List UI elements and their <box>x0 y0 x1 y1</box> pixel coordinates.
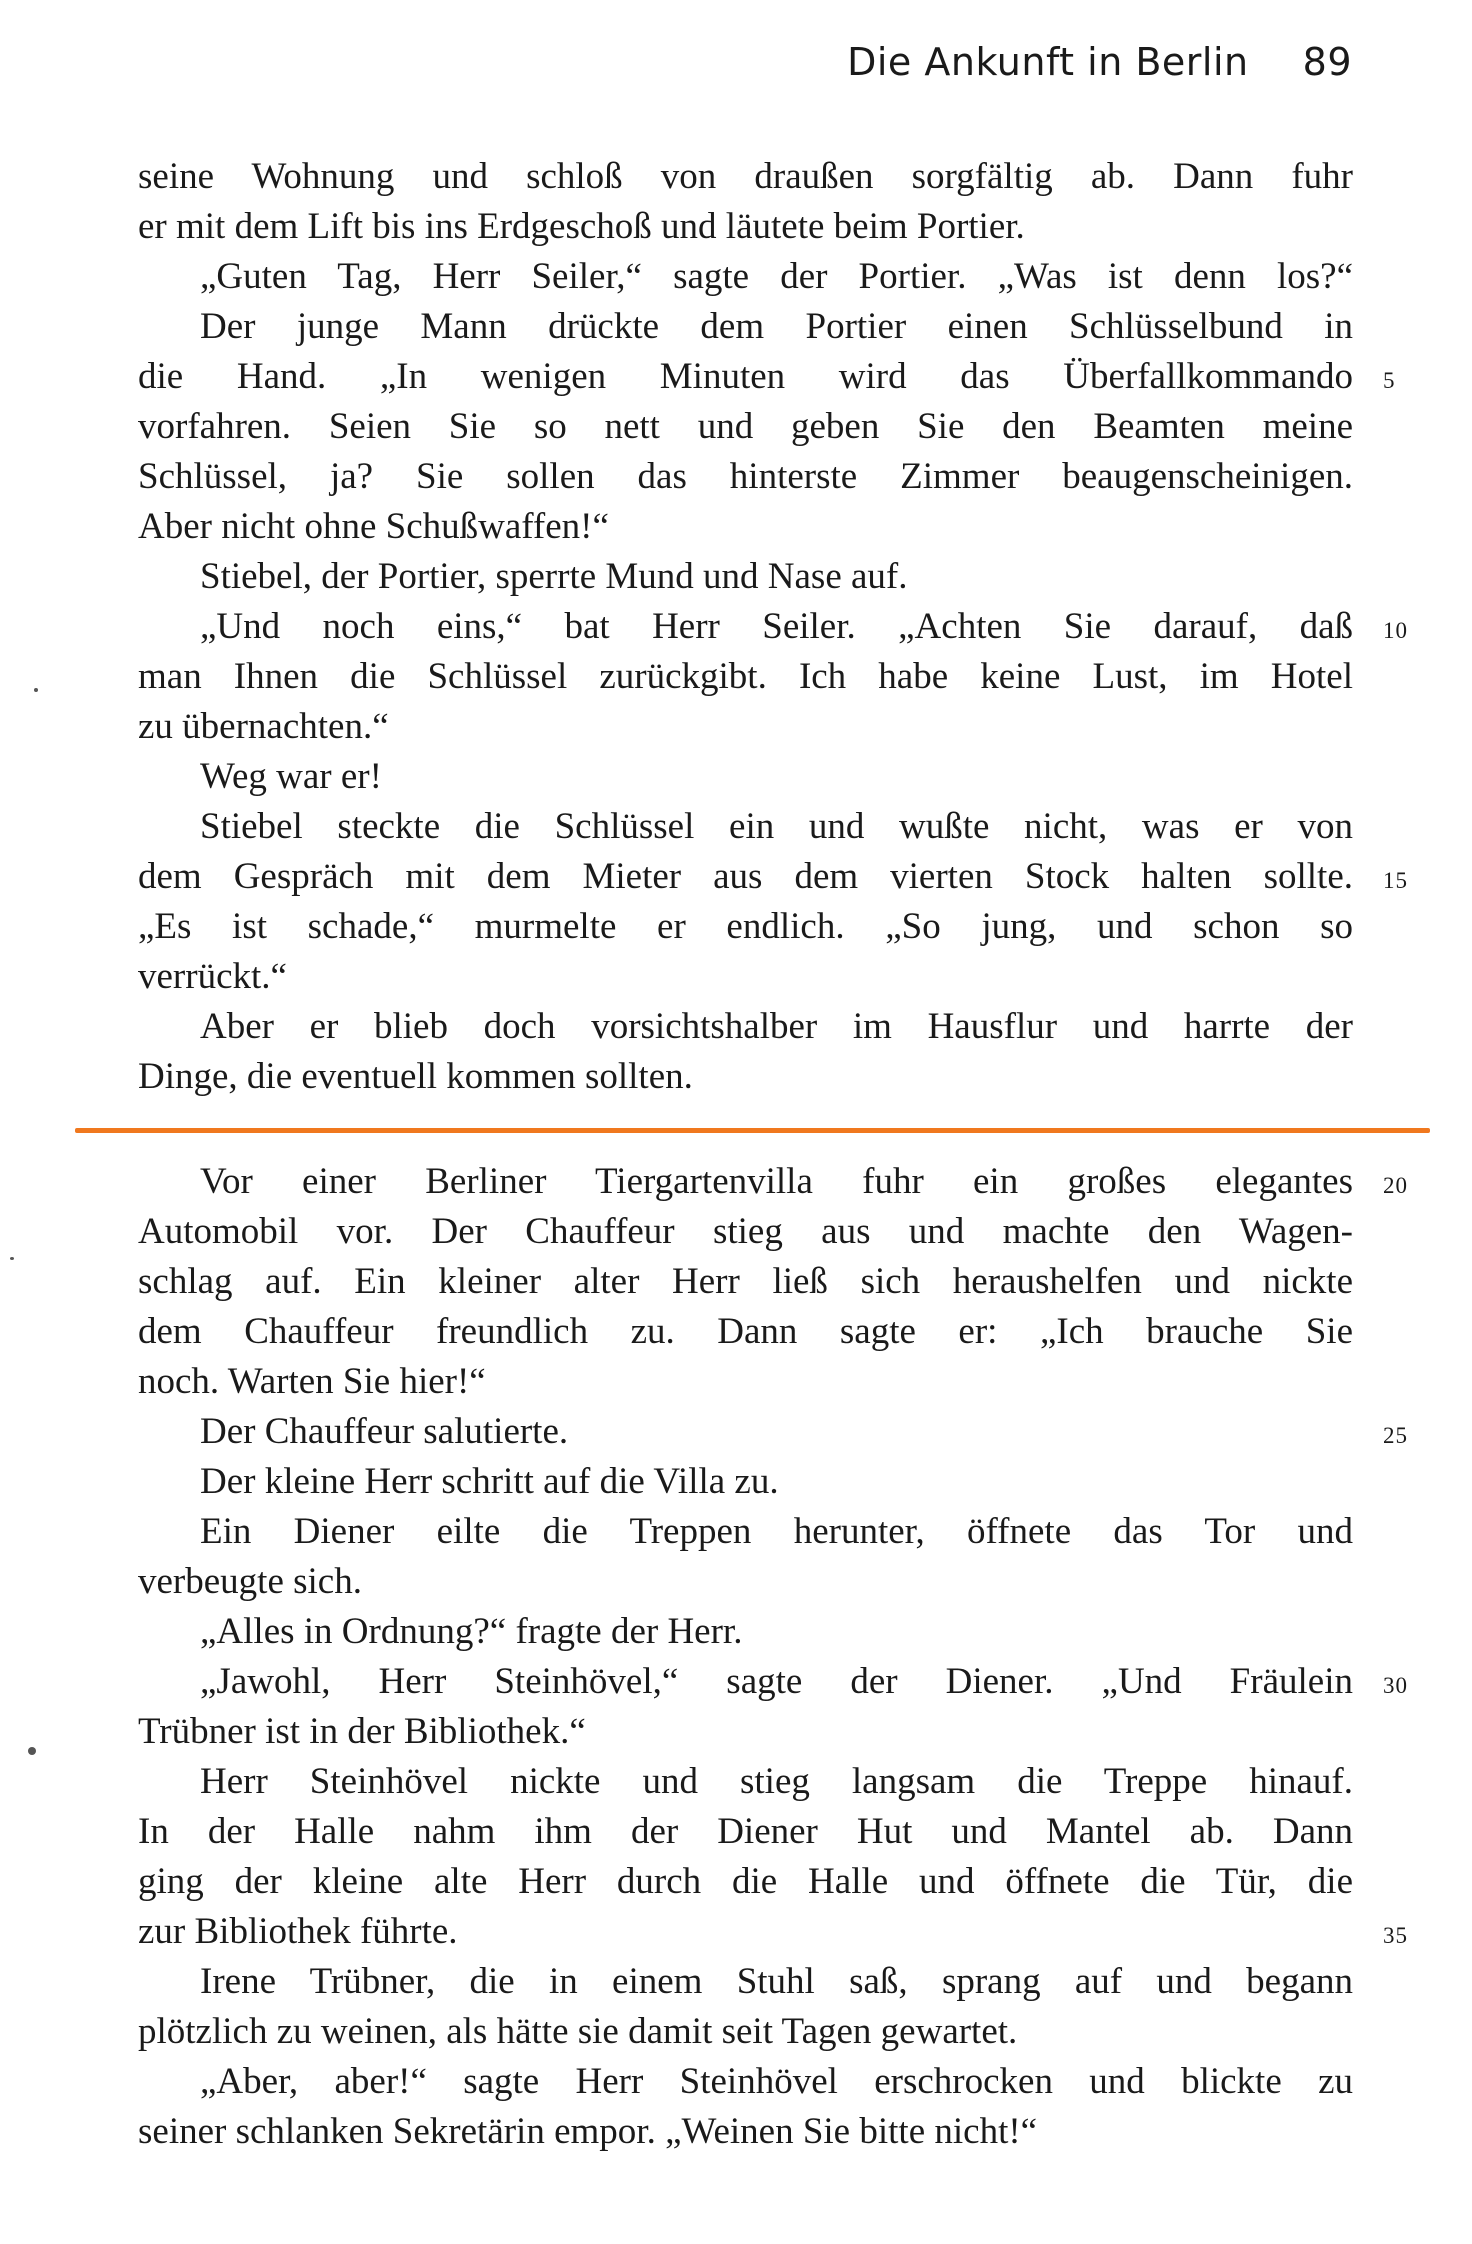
text-line: Weg war er! <box>200 756 382 797</box>
text-line: schlag auf. Ein kleiner alter Herr ließ sich heraushelfen und nickte <box>138 1261 1353 1302</box>
text-line: seiner schlanken Sekretärin empor. „Weinen Sie bitte nicht!“ <box>138 2111 1038 2152</box>
text-line: verrückt.“ <box>138 956 287 997</box>
text-line: „Und noch eins,“ bat Herr Seiler. „Achten Sie darauf, daß 10 <box>138 602 1353 652</box>
text-line: Vor einer Berliner Tiergartenvilla fuhr ein großes elegantes 20 <box>138 1157 1353 1207</box>
text-line: „Jawohl, Herr Steinhövel,“ sagte der Diener. „Und Fräulein 30 <box>138 1657 1353 1707</box>
text-line: „Es ist schade,“ murmelte er endlich. „So jung, und schon so <box>138 906 1353 947</box>
line-number: 10 <box>1383 618 1408 643</box>
text-line: dem Chauffeur freundlich zu. Dann sagte er: „Ich brauche Sie <box>138 1311 1353 1352</box>
text-line: Der kleine Herr schritt auf die Villa zu. <box>200 1461 779 1502</box>
text-line: zu übernachten.“ <box>138 706 389 747</box>
text-line: dem Gespräch mit dem Mieter aus dem vierten Stock halten sollte. 15 <box>138 852 1353 902</box>
text-line: man Ihnen die Schlüssel zurückgibt. Ich habe keine Lust, im Hotel <box>138 656 1353 697</box>
text-line: Stiebel, der Portier, sperrte Mund und Nase auf. <box>200 556 908 597</box>
text-line: er mit dem Lift bis ins Erdgeschoß und läutete beim Portier. <box>138 206 1025 247</box>
text-line: Aber nicht ohne Schußwaffen!“ <box>138 506 609 547</box>
page-number: 89 <box>1302 40 1352 84</box>
text-line: Dinge, die eventuell kommen sollten. <box>138 1056 693 1097</box>
text-line: Schlüssel, ja? Sie sollen das hinterste Zimmer beaugenscheinigen. <box>138 456 1353 497</box>
text-line: die Hand. „In wenigen Minuten wird das Überfallkommando 5 <box>138 352 1353 402</box>
text-section-2 <box>138 1157 1408 2157</box>
text-line: plötzlich zu weinen, als hätte sie damit seit Tagen gewartet. <box>138 2011 1018 2052</box>
text-line: Aber er blieb doch vorsichtshalber im Hausflur und harrte der <box>200 1006 1353 1047</box>
text-line: Stiebel steckte die Schlüssel ein und wußte nicht, was er von <box>200 806 1353 847</box>
text-section-1 <box>138 152 1408 1102</box>
text-line: ging der kleine alte Herr durch die Halle und öffnete die Tür, die <box>138 1861 1353 1902</box>
text-line: Der Chauffeur salutierte. 25 <box>138 1407 1353 1457</box>
text-line: Der junge Mann drückte dem Portier einen Schlüsselbund in <box>200 306 1353 347</box>
line-number: 30 <box>1383 1673 1408 1698</box>
margin-speck <box>10 1257 14 1260</box>
text-line: „Alles in Ordnung?“ fragte der Herr. <box>200 1611 743 1652</box>
line-number: 35 <box>1383 1923 1408 1948</box>
running-header <box>452 40 1352 84</box>
line-number: 15 <box>1383 868 1408 893</box>
text-line: Herr Steinhövel nickte und stieg langsam die Treppe hinauf. <box>200 1761 1353 1802</box>
line-number: 20 <box>1383 1173 1408 1198</box>
text-line: vorfahren. Seien Sie so nett und geben Sie den Beamten meine <box>138 406 1353 447</box>
text-line: Ein Diener eilte die Treppen herunter, öffnete das Tor und <box>200 1511 1353 1552</box>
text-line: In der Halle nahm ihm der Diener Hut und Mantel ab. Dann <box>138 1811 1353 1852</box>
section-divider <box>75 1128 1430 1133</box>
text-line: zur Bibliothek führte. 35 <box>138 1907 1353 1957</box>
text-line: Irene Trübner, die in einem Stuhl saß, sprang auf und begann <box>200 1961 1353 2002</box>
margin-speck <box>28 1747 36 1755</box>
chapter-title: Die Ankunft in Berlin <box>847 40 1249 84</box>
line-number: 25 <box>1383 1423 1408 1448</box>
margin-speck <box>34 688 38 692</box>
text-line: Automobil vor. Der Chauffeur stieg aus und machte den Wagen- <box>138 1211 1353 1252</box>
text-line: noch. Warten Sie hier!“ <box>138 1361 486 1402</box>
text-line: verbeugte sich. <box>138 1561 362 1602</box>
text-line: Trübner ist in der Bibliothek.“ <box>138 1711 586 1752</box>
text-line: seine Wohnung und schloß von draußen sorgfältig ab. Dann fuhr <box>138 156 1353 197</box>
line-number: 5 <box>1383 368 1396 393</box>
text-line: „Guten Tag, Herr Seiler,“ sagte der Portier. „Was ist denn los?“ <box>200 256 1353 297</box>
text-line: „Aber, aber!“ sagte Herr Steinhövel erschrocken und blickte zu <box>200 2061 1353 2102</box>
